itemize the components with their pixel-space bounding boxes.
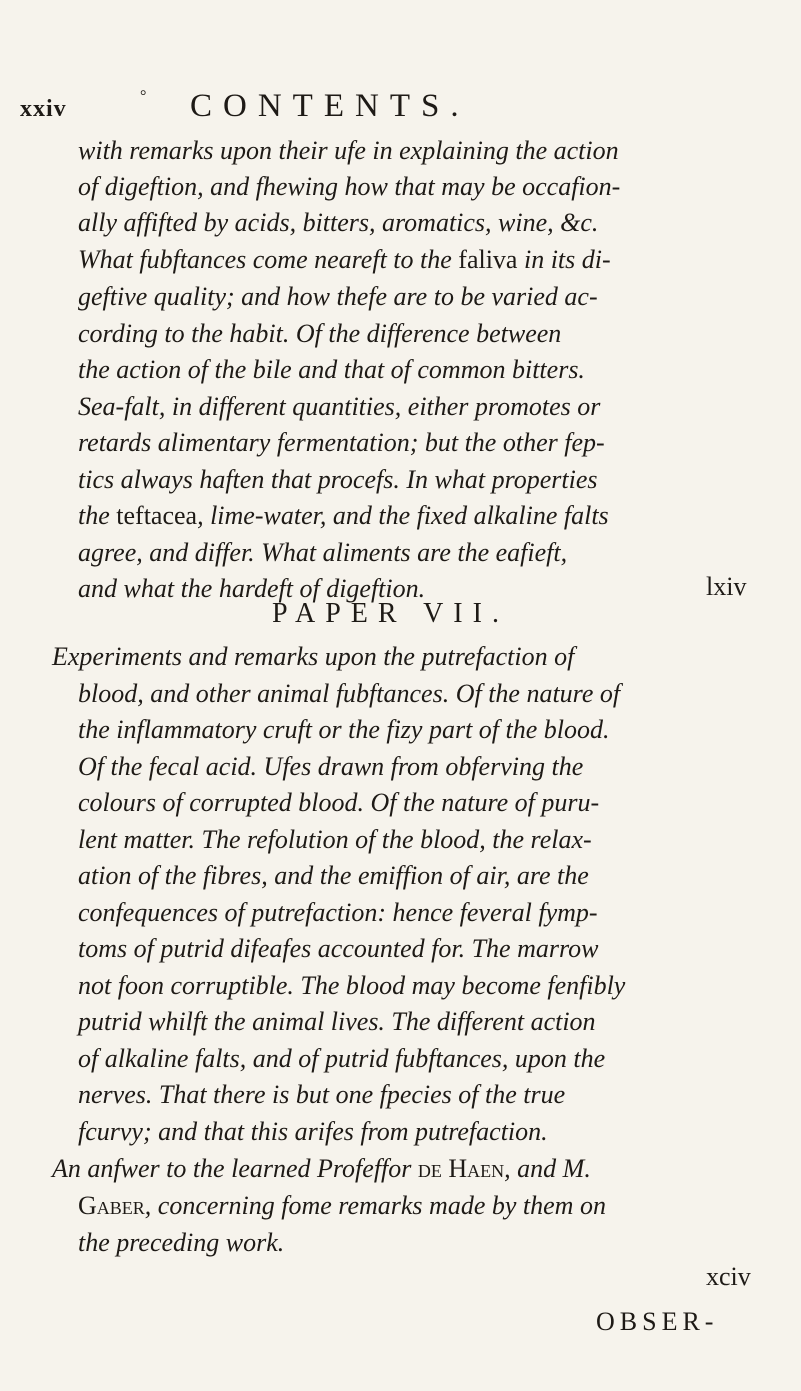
entry2-line-6: lent matter. The refolution of the blood, the relax- (78, 825, 592, 854)
entry3-line-3: the preceding work. (78, 1228, 285, 1257)
entry2-line-4: Of the fecal acid. Ufes drawn from obferving the (78, 752, 584, 781)
entry3-line-1 (52, 1152, 591, 1186)
entry1-line-4 (78, 243, 611, 277)
printer-mark: ° (140, 88, 147, 105)
section-heading: PAPER VII. (272, 598, 509, 629)
running-head: CONTENTS. (190, 88, 470, 124)
entry2-line-12: of alkaline falts, and of putrid fubftances, upon the (78, 1044, 606, 1073)
entry1-line-11b: , lime-water, and the fixed alkaline falts (197, 501, 609, 530)
entry3-line-2b: , concerning fome remarks made by them on (144, 1191, 606, 1220)
entry3-line-1b: , and M. (504, 1154, 591, 1183)
catchword: OBSER- (596, 1307, 719, 1336)
entry1-line-3: ally affifted by acids, bitters, aromatics, wine, &c. (78, 208, 599, 237)
entry1-line-5: geftive quality; and how thefe are to be varied ac- (78, 282, 598, 311)
entry1-line-2: of digeftion, and fhewing how that may be occafion- (78, 172, 621, 201)
entry1-line-12: agree, and differ. What aliments are the eafieft, (78, 538, 568, 567)
entry1-line-11a: the (78, 501, 117, 530)
entry2-line-9: toms of putrid difeafes accounted for. The marrow (78, 934, 599, 963)
entry2-line-14: fcurvy; and that this arifes from putrefaction. (78, 1117, 548, 1146)
entry1-line-4-saliva: faliva (458, 245, 518, 274)
entry2-line-8: confequences of putrefaction: hence feveral fymp- (78, 898, 598, 927)
entry2-line-7: ation of the fibres, and the emiffion of air, are the (78, 861, 589, 890)
entry2-line-10: not foon corruptible. The blood may become fenfibly (78, 971, 626, 1000)
folio-number: xxiv (20, 96, 67, 122)
entry2-line-5: colours of corrupted blood. Of the nature of puru- (78, 788, 600, 817)
entry1-line-4a: What fubftances come neareft to the (78, 245, 459, 274)
entry1-line-7: the action of the bile and that of common bitters. (78, 355, 585, 384)
entry2-line-3: the inflammatory cruft or the fizy part of the blood. (78, 715, 610, 744)
entry3-line-1a: An anfwer to the learned Profeffor (52, 1154, 418, 1183)
entry1-line-1: with remarks upon their ufe in explaining the action (78, 136, 619, 165)
entry3-line-2 (78, 1189, 606, 1223)
entry2-line-1: Experiments and remarks upon the putrefaction of (52, 642, 575, 671)
entry1-line-4b: in its di- (517, 245, 611, 274)
entry3-gaber: Gaber (78, 1191, 145, 1220)
entry1-line-11-testacea: teftacea (116, 501, 198, 530)
entry2-line-13: nerves. That there is but one fpecies of the true (78, 1080, 566, 1109)
entry2-line-2: blood, and other animal fubftances. Of the nature of (78, 679, 621, 708)
entry1-line-13: and what the hardeft of digeftion. (78, 574, 426, 603)
entry2-line-11: putrid whilft the animal lives. The different action (78, 1007, 596, 1036)
entry1-line-9: retards alimentary fermentation; but the other fep- (78, 428, 605, 457)
entry3-page-ref: xciv (706, 1262, 751, 1291)
entry1-line-10: tics always haften that procefs. In what properties (78, 465, 598, 494)
entry1-page-ref: lxiv (706, 572, 747, 601)
entry3-de-haen: de Haen (417, 1154, 505, 1183)
entry1-line-8: Sea-falt, in different quantities, either promotes or (78, 392, 601, 421)
entry1-line-6: cording to the habit. Of the difference between (78, 319, 562, 348)
entry1-line-11 (78, 499, 609, 533)
